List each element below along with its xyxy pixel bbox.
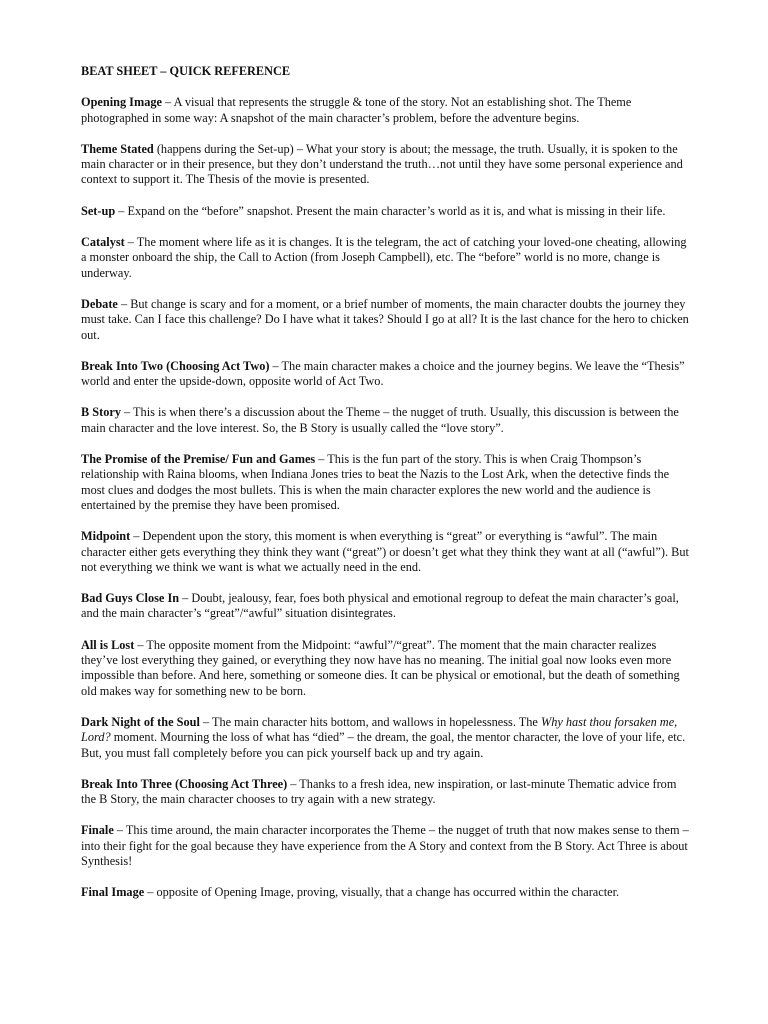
beat-description: – The main character makes a choice and the journey begins. We leave the “Thesis” world and enter the upside-down, opposite world of Act Two. [81,358,685,389]
beat-description: moment. Mourning the loss of what has “died” – the dream, the goal, the mentor character, the love of your life, etc. But, you must fall completely before you can pick yourself back up and try again. [81,730,686,760]
beat-name: All is Lost [81,637,135,652]
beat-description: – The opposite moment from the Midpoint: “awful”/“great”. The moment that the main character realizes they’ve lost everything they gained, or everything they now have has no meaning. The initial goal now looks even more impossible than before. And here, something or someone dies. It can be physical or emotional, but the death of something old makes way for something new to be born. [81,637,680,698]
beat-all-is-lost [81,638,691,699]
beat-final-image [81,885,691,900]
beat-break-into-two [81,359,691,390]
beat-name: Debate [81,296,118,311]
beat-dark-night-of-the-soul [81,715,691,761]
beat-fun-and-games [81,452,691,513]
beat-name: Theme Stated [81,141,154,156]
beat-midpoint [81,529,691,575]
beat-description: – This time around, the main character incorporates the Theme – the nugget of truth that now makes sense to them – into their fight for the goal because they have experience from the A Story and context from the B Story. Act Three is about Synthesis! [81,823,689,868]
beat-description: – This is when there’s a discussion about the Theme – the nugget of truth. Usually, this discussion is between the main character and the love interest. So, the B Story is usually called the “love story”. [81,405,679,435]
beat-opening-image [81,95,691,126]
beat-description: – This is the fun part of the story. This is when Craig Thompson’s relationship with Raina blooms, when Indiana Jones tries to beat the Nazis to the Lost Ark, when the detective finds the most clues and dodges the most bullets. This is when the main character explores the new world and the audience is entertained by the premise they have been promised. [81,452,670,512]
beat-description: – Doubt, jealousy, fear, foes both physical and emotional regroup to defeat the main character’s goal, and the main character’s “great”/“awful” situation disintegrates. [81,591,679,621]
beat-finale [81,823,691,869]
beat-debate [81,297,691,343]
beat-b-story [81,405,691,436]
beat-name: Break Into Three (Choosing Act Three) [81,776,288,791]
beat-name: Break Into Two (Choosing Act Two) [81,358,270,373]
document-page [81,64,691,917]
beat-theme-stated [81,142,691,188]
beat-description: – The moment where life as it is changes. It is the telegram, the act of catching your loved-one cheating, allowing a monster onboard the ship, the Call to Action (from Joseph Campbell), etc. The “before” world is no more, change is underway. [81,235,687,280]
beat-name: Set-up [81,203,116,218]
beat-name: Opening Image [81,95,162,110]
beat-catalyst [81,235,691,281]
beat-description: – Dependent upon the story, this moment is when everything is “great” or everything is “awful”. The main character either gets everything they think they want (“great”) or doesn’t get what they think they want at all (“awful”). But not everything we think we want is what we actually need in the end. [81,529,689,574]
beat-description-italic: Why hast thou forsaken me, Lord? [81,714,678,745]
beat-description: (happens during the Set-up) – What your story is about; the message, the truth. Usually, it is spoken to the main character or in their presence, but they don’t understand the truth…not until they have some personal experience and context to support it. The Thesis of the movie is presented. [81,141,683,187]
beat-bad-guys-close-in [81,591,691,622]
beat-description: – opposite of Opening Image, proving, visually, that a change has occurred within the character. [144,885,620,900]
beat-break-into-three [81,777,691,808]
beat-set-up [81,204,691,219]
beat-name: The Promise of the Premise/ Fun and Games [81,452,316,467]
beat-description: – The main character hits bottom, and wallows in hopelessness. The [199,714,541,729]
beat-description: – But change is scary and for a moment, or a brief number of moments, the main character doubts the journey they must take. Can I face this challenge? Do I have what it takes? Should I go at all? It is the last chance for the hero to chicken out. [81,296,689,342]
beat-description: – Expand on the “before” snapshot. Present the main character’s world as it is, and what is missing in their life. [115,203,666,218]
beat-name: Final Image [81,885,145,900]
beat-name: Finale [81,823,114,838]
beat-name: Catalyst [81,235,125,250]
beat-name: Midpoint [81,529,131,544]
beat-description: – Thanks to a fresh idea, new inspiration, or last-minute Thematic advice from the B Story, the main character chooses to try again with a new strategy. [81,776,677,807]
beat-name: Bad Guys Close In [81,591,180,606]
document-title: BEAT SHEET – QUICK REFERENCE [81,64,291,78]
beat-name: Dark Night of the Soul [81,714,200,729]
beat-description: – A visual that represents the struggle & tone of the story. Not an establishing shot. The Theme photographed in some way: A snapshot of the main character’s problem, before the adventure begins. [81,95,632,125]
beat-name: B Story [81,405,121,420]
